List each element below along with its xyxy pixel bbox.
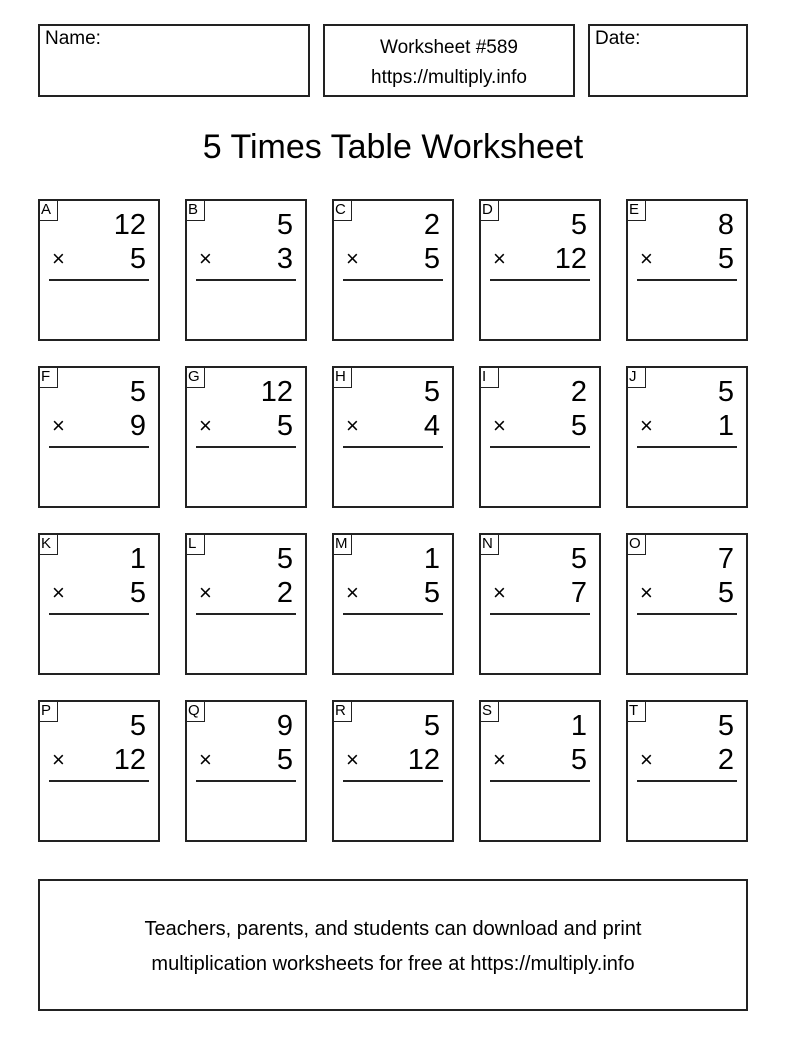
problem-bottom-number: 12 bbox=[113, 744, 146, 776]
problem-top-number: 9 bbox=[276, 710, 293, 742]
problem-bottom-number: 7 bbox=[570, 577, 587, 609]
problem-top-number: 5 bbox=[717, 376, 734, 408]
answer-line bbox=[49, 279, 149, 281]
multiply-sign-icon: × bbox=[52, 580, 65, 605]
problem-bottom-number: 9 bbox=[129, 410, 146, 442]
answer-line bbox=[49, 780, 149, 782]
answer-line bbox=[343, 446, 443, 448]
multiply-sign-icon: × bbox=[640, 413, 653, 438]
multiply-sign-icon: × bbox=[493, 580, 506, 605]
problem-top-number: 1 bbox=[423, 543, 440, 575]
multiply-sign-icon: × bbox=[52, 747, 65, 772]
answer-line bbox=[343, 780, 443, 782]
problem-bottom-number: 12 bbox=[407, 744, 440, 776]
answer-line bbox=[343, 613, 443, 615]
problem-card bbox=[479, 199, 601, 341]
problem-bottom-number: 5 bbox=[717, 243, 734, 275]
footer-line-2: multiplication worksheets for free at https://multiply.info bbox=[151, 953, 635, 975]
problem-letter: S bbox=[479, 700, 499, 722]
problem-card bbox=[185, 700, 307, 842]
problem-letter: E bbox=[626, 199, 646, 221]
problem-top-number: 1 bbox=[129, 543, 146, 575]
answer-line bbox=[637, 446, 737, 448]
problem-top-number: 1 bbox=[570, 710, 587, 742]
date-field-box bbox=[588, 24, 748, 97]
problem-card bbox=[185, 199, 307, 341]
problem-card bbox=[38, 533, 160, 675]
problem-bottom-number: 2 bbox=[276, 577, 293, 609]
problem-grid bbox=[38, 199, 749, 843]
problem-card bbox=[332, 366, 454, 508]
multiply-sign-icon: × bbox=[346, 246, 359, 271]
problem-card bbox=[626, 533, 748, 675]
problem-bottom-number: 5 bbox=[276, 410, 293, 442]
answer-line bbox=[637, 613, 737, 615]
multiply-sign-icon: × bbox=[346, 747, 359, 772]
answer-line bbox=[196, 446, 296, 448]
problem-top-number: 5 bbox=[129, 710, 146, 742]
answer-line bbox=[490, 279, 590, 281]
problem-letter: G bbox=[185, 366, 205, 388]
problem-card bbox=[185, 533, 307, 675]
problem-bottom-number: 5 bbox=[129, 243, 146, 275]
page-title: 5 Times Table Worksheet bbox=[202, 128, 584, 166]
multiply-sign-icon: × bbox=[199, 580, 212, 605]
problem-card bbox=[479, 366, 601, 508]
problem-bottom-number: 5 bbox=[276, 744, 293, 776]
problem-card bbox=[479, 533, 601, 675]
problem-letter: T bbox=[626, 700, 646, 722]
problem-top-number: 5 bbox=[570, 543, 587, 575]
problem-bottom-number: 5 bbox=[423, 577, 440, 609]
multiply-sign-icon: × bbox=[199, 246, 212, 271]
problem-letter: M bbox=[332, 533, 352, 555]
problem-top-number: 5 bbox=[423, 710, 440, 742]
answer-line bbox=[343, 279, 443, 281]
problem-top-number: 5 bbox=[129, 376, 146, 408]
problem-top-number: 5 bbox=[570, 209, 587, 241]
multiply-sign-icon: × bbox=[199, 747, 212, 772]
multiply-sign-icon: × bbox=[346, 580, 359, 605]
problem-top-number: 2 bbox=[570, 376, 587, 408]
answer-line bbox=[490, 446, 590, 448]
multiply-sign-icon: × bbox=[52, 246, 65, 271]
problem-card bbox=[626, 366, 748, 508]
problem-top-number: 5 bbox=[276, 543, 293, 575]
problem-bottom-number: 5 bbox=[129, 577, 146, 609]
problem-bottom-number: 1 bbox=[717, 410, 734, 442]
problem-letter: C bbox=[332, 199, 352, 221]
problem-letter: H bbox=[332, 366, 352, 388]
multiply-sign-icon: × bbox=[346, 413, 359, 438]
problem-top-number: 12 bbox=[113, 209, 146, 241]
problem-top-number: 5 bbox=[423, 376, 440, 408]
multiply-sign-icon: × bbox=[640, 580, 653, 605]
problem-card bbox=[38, 366, 160, 508]
worksheet-info-box bbox=[323, 24, 575, 97]
problem-letter: A bbox=[38, 199, 58, 221]
problem-top-number: 5 bbox=[717, 710, 734, 742]
problem-letter: K bbox=[38, 533, 58, 555]
answer-line bbox=[490, 780, 590, 782]
multiply-sign-icon: × bbox=[52, 413, 65, 438]
problem-letter: J bbox=[626, 366, 646, 388]
problem-top-number: 2 bbox=[423, 209, 440, 241]
problem-card bbox=[332, 700, 454, 842]
problem-bottom-number: 5 bbox=[570, 744, 587, 776]
problem-letter: O bbox=[626, 533, 646, 555]
multiply-sign-icon: × bbox=[493, 747, 506, 772]
problem-letter: R bbox=[332, 700, 352, 722]
problem-bottom-number: 5 bbox=[423, 243, 440, 275]
footer-line-1: Teachers, parents, and students can download and print bbox=[144, 918, 642, 940]
problem-bottom-number: 12 bbox=[554, 243, 587, 275]
answer-line bbox=[196, 613, 296, 615]
name-field-box bbox=[38, 24, 310, 97]
multiply-sign-icon: × bbox=[640, 246, 653, 271]
problem-top-number: 12 bbox=[260, 376, 293, 408]
problem-top-number: 8 bbox=[717, 209, 734, 241]
problem-letter: L bbox=[185, 533, 205, 555]
problem-letter: I bbox=[479, 366, 499, 388]
problem-letter: F bbox=[38, 366, 58, 388]
problem-bottom-number: 5 bbox=[570, 410, 587, 442]
multiply-sign-icon: × bbox=[640, 747, 653, 772]
problem-bottom-number: 5 bbox=[717, 577, 734, 609]
answer-line bbox=[49, 446, 149, 448]
problem-card bbox=[38, 199, 160, 341]
date-label: Date: bbox=[595, 28, 641, 49]
name-label: Name: bbox=[45, 28, 101, 49]
problem-card bbox=[626, 700, 748, 842]
multiply-sign-icon: × bbox=[199, 413, 212, 438]
problem-card bbox=[332, 533, 454, 675]
problem-letter: Q bbox=[185, 700, 205, 722]
answer-line bbox=[196, 780, 296, 782]
worksheet-url: https://multiply.info bbox=[371, 67, 527, 88]
problem-card bbox=[626, 199, 748, 341]
multiply-sign-icon: × bbox=[493, 413, 506, 438]
answer-line bbox=[196, 279, 296, 281]
problem-bottom-number: 4 bbox=[423, 410, 440, 442]
answer-line bbox=[637, 279, 737, 281]
problem-bottom-number: 3 bbox=[276, 243, 293, 275]
problem-card bbox=[185, 366, 307, 508]
problem-letter: D bbox=[479, 199, 499, 221]
answer-line bbox=[637, 780, 737, 782]
problem-letter: B bbox=[185, 199, 205, 221]
problem-card bbox=[38, 700, 160, 842]
answer-line bbox=[49, 613, 149, 615]
problem-top-number: 7 bbox=[717, 543, 734, 575]
problem-letter: P bbox=[38, 700, 58, 722]
problem-card bbox=[479, 700, 601, 842]
answer-line bbox=[490, 613, 590, 615]
multiply-sign-icon: × bbox=[493, 246, 506, 271]
problem-card bbox=[332, 199, 454, 341]
problem-bottom-number: 2 bbox=[717, 744, 734, 776]
problem-letter: N bbox=[479, 533, 499, 555]
worksheet-number: Worksheet #589 bbox=[379, 37, 518, 58]
footer-box bbox=[38, 879, 748, 1011]
problem-top-number: 5 bbox=[276, 209, 293, 241]
